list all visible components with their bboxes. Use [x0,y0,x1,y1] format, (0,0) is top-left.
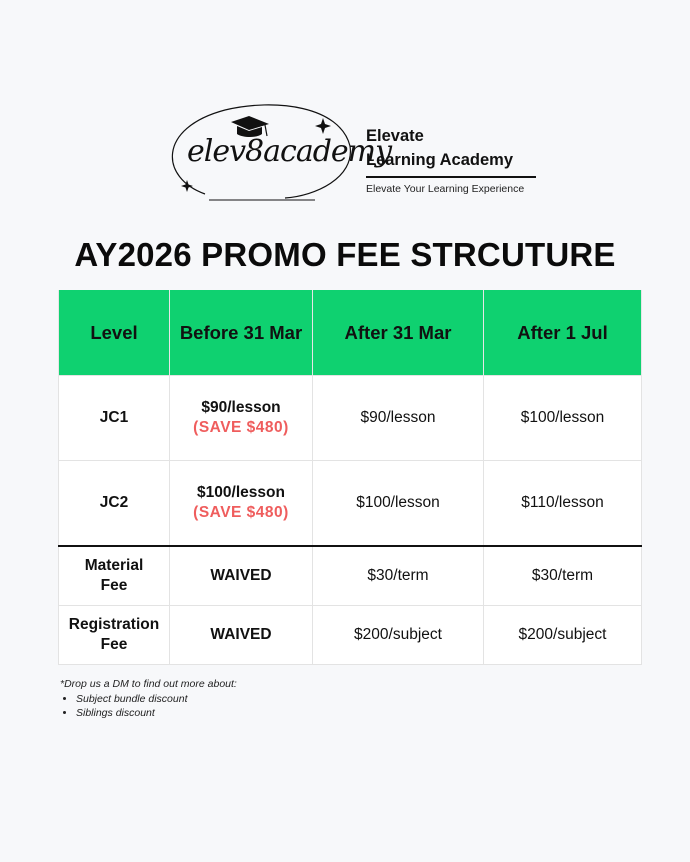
after-jul-price: $110/lesson [484,461,642,547]
level-line2: Fee [100,636,128,653]
early-price: $90/lesson [201,399,281,416]
page-title: AY2026 PROMO FEE STRCUTURE [74,236,616,273]
footnote [60,678,237,720]
level-cell [59,546,170,606]
level-cell [59,606,170,665]
table-header-row [59,290,642,376]
table-row [59,606,642,665]
sparkle-icon [181,180,193,192]
header-after-31-mar: After 31 Mar [313,290,484,376]
brand-name-line1: Elevate [366,127,424,145]
brand-block [366,124,536,195]
brand-divider [366,176,536,178]
level-line1: Material [84,557,144,574]
after-jul-price: $100/lesson [484,376,642,461]
level-line1: Registration [68,616,160,633]
brand-name-line2: Learning Academy [366,151,514,169]
list-item: • Subject bundle discount [76,692,237,706]
level-cell: JC2 [59,461,170,547]
after-mar-price: $100/lesson [313,461,484,547]
sparkle-icon [315,118,331,134]
academy-logo [165,98,537,206]
table-row [59,461,642,547]
save-badge: (SAVE $480) [193,419,289,436]
early-price: $100/lesson [197,484,285,501]
early-price-cell [170,461,313,547]
level-line2: Fee [100,577,128,594]
brand-tagline: Elevate Your Learning Experience [366,183,525,195]
early-price-cell [170,376,313,461]
save-badge: (SAVE $480) [193,504,289,521]
header-before-31-mar: Before 31 Mar [170,290,313,376]
early-price: WAIVED [170,606,313,665]
header-level: Level [59,290,170,376]
logo-script: elev8academy [187,134,392,169]
table-row [59,546,642,606]
table-row [59,376,642,461]
after-jul-price: $200/subject [484,606,642,665]
footnote-list [60,692,237,720]
list-item: • Siblings discount [76,706,237,720]
after-jul-price: $30/term [484,546,642,606]
after-mar-price: $90/lesson [313,376,484,461]
fee-table [58,290,642,665]
level-cell: JC1 [59,376,170,461]
after-mar-price: $200/subject [313,606,484,665]
footnote-intro: *Drop us a DM to find out more about: [60,678,237,690]
after-mar-price: $30/term [313,546,484,606]
early-price: WAIVED [170,546,313,606]
header-after-1-jul: After 1 Jul [484,290,642,376]
